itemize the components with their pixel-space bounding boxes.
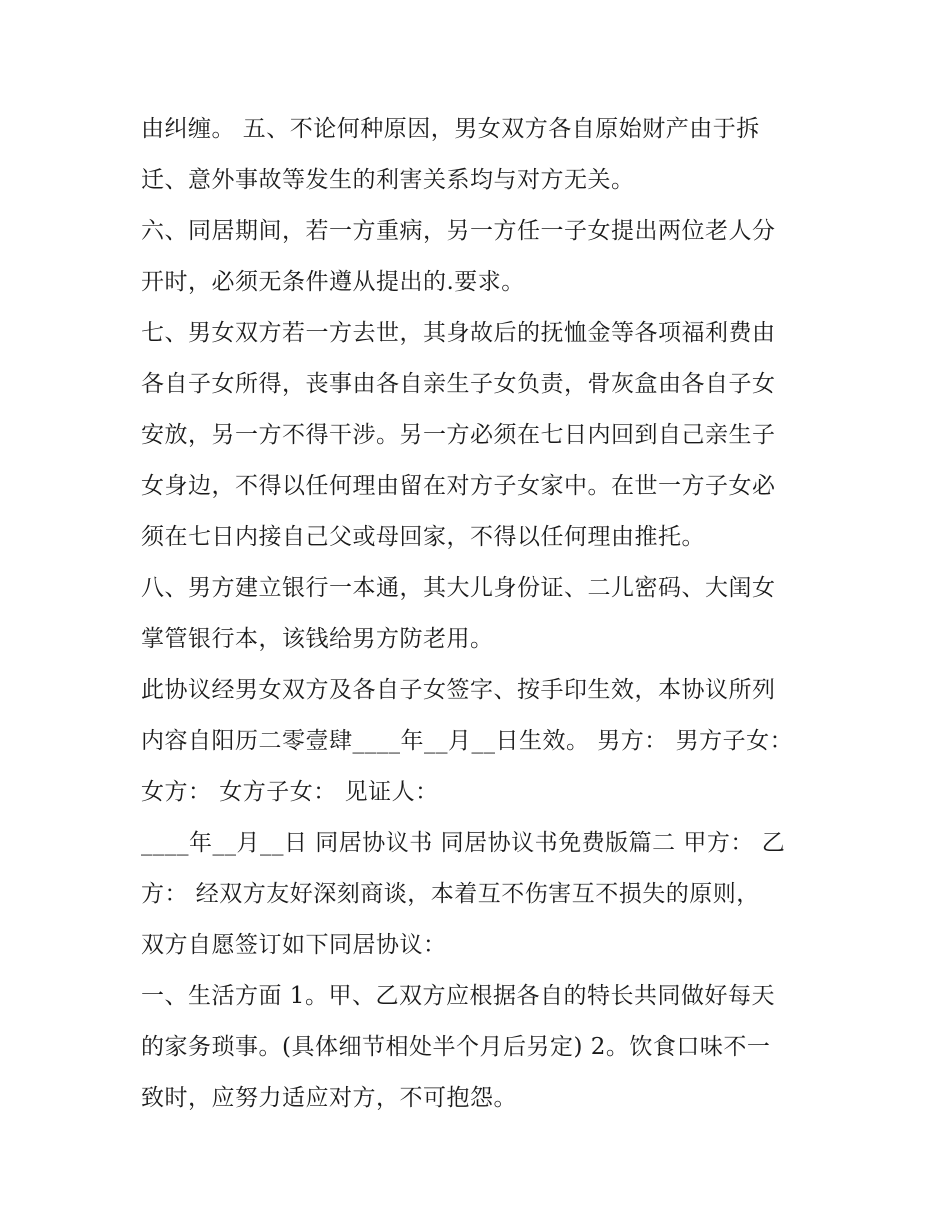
text-line: 的家务琐事。(具体细节相处半个月后另定) 2。饮食口味不一 xyxy=(141,1034,771,1060)
document-body xyxy=(141,104,821,1124)
text-line: 须在七日内接自己父或母回家，不得以任何理由推托。 xyxy=(141,524,705,550)
text-line: 致时，应努力适应对方，不可抱怨。 xyxy=(141,1085,517,1111)
text-line: 内容自阳历二零壹肆____年__月__日生效。 男方： 男方子女： xyxy=(141,728,794,754)
text-line: 八、男方建立银行一本通，其大儿身份证、二儿密码、大闺女 xyxy=(141,575,776,601)
text-line: 安放，另一方不得干涉。另一方必须在七日内回到自己亲生子 xyxy=(141,422,776,448)
text-line: 女方： 女方子女： 见证人： xyxy=(141,779,439,805)
text-line: ____年__月__日 同居协议书 同居协议书免费版篇二 甲方： 乙 xyxy=(141,830,786,856)
text-line: 双方自愿签订如下同居协议： xyxy=(141,932,447,958)
text-line: 此协议经男女双方及各自子女签字、按手印生效，本协议所列 xyxy=(141,677,776,703)
text-line: 迁、意外事故等发生的利害关系均与对方无关。 xyxy=(141,167,635,193)
text-line: 掌管银行本，该钱给男方防老用。 xyxy=(141,626,494,652)
text-line: 女身边，不得以任何理由留在对方子女家中。在世一方子女必 xyxy=(141,473,776,499)
text-line: 各自子女所得，丧事由各自亲生子女负责，骨灰盒由各自子女 xyxy=(141,371,776,397)
text-line: 七、男女双方若一方去世，其身故后的抚恤金等各项福利费由 xyxy=(141,320,776,346)
text-line: 方： 经双方友好深刻商谈，本着互不伤害互不损失的原则， xyxy=(141,881,760,907)
text-line: 一、生活方面 1。甲、乙双方应根据各自的特长共同做好每天 xyxy=(141,983,775,1009)
text-line: 由纠缠。 五、不论何种原因，男女双方各自原始财产由于拆 xyxy=(141,116,760,142)
text-line: 六、同居期间，若一方重病，另一方任一子女提出两位老人分 xyxy=(141,218,776,244)
text-line: 开时，必须无条件遵从提出的.要求。 xyxy=(141,269,525,295)
